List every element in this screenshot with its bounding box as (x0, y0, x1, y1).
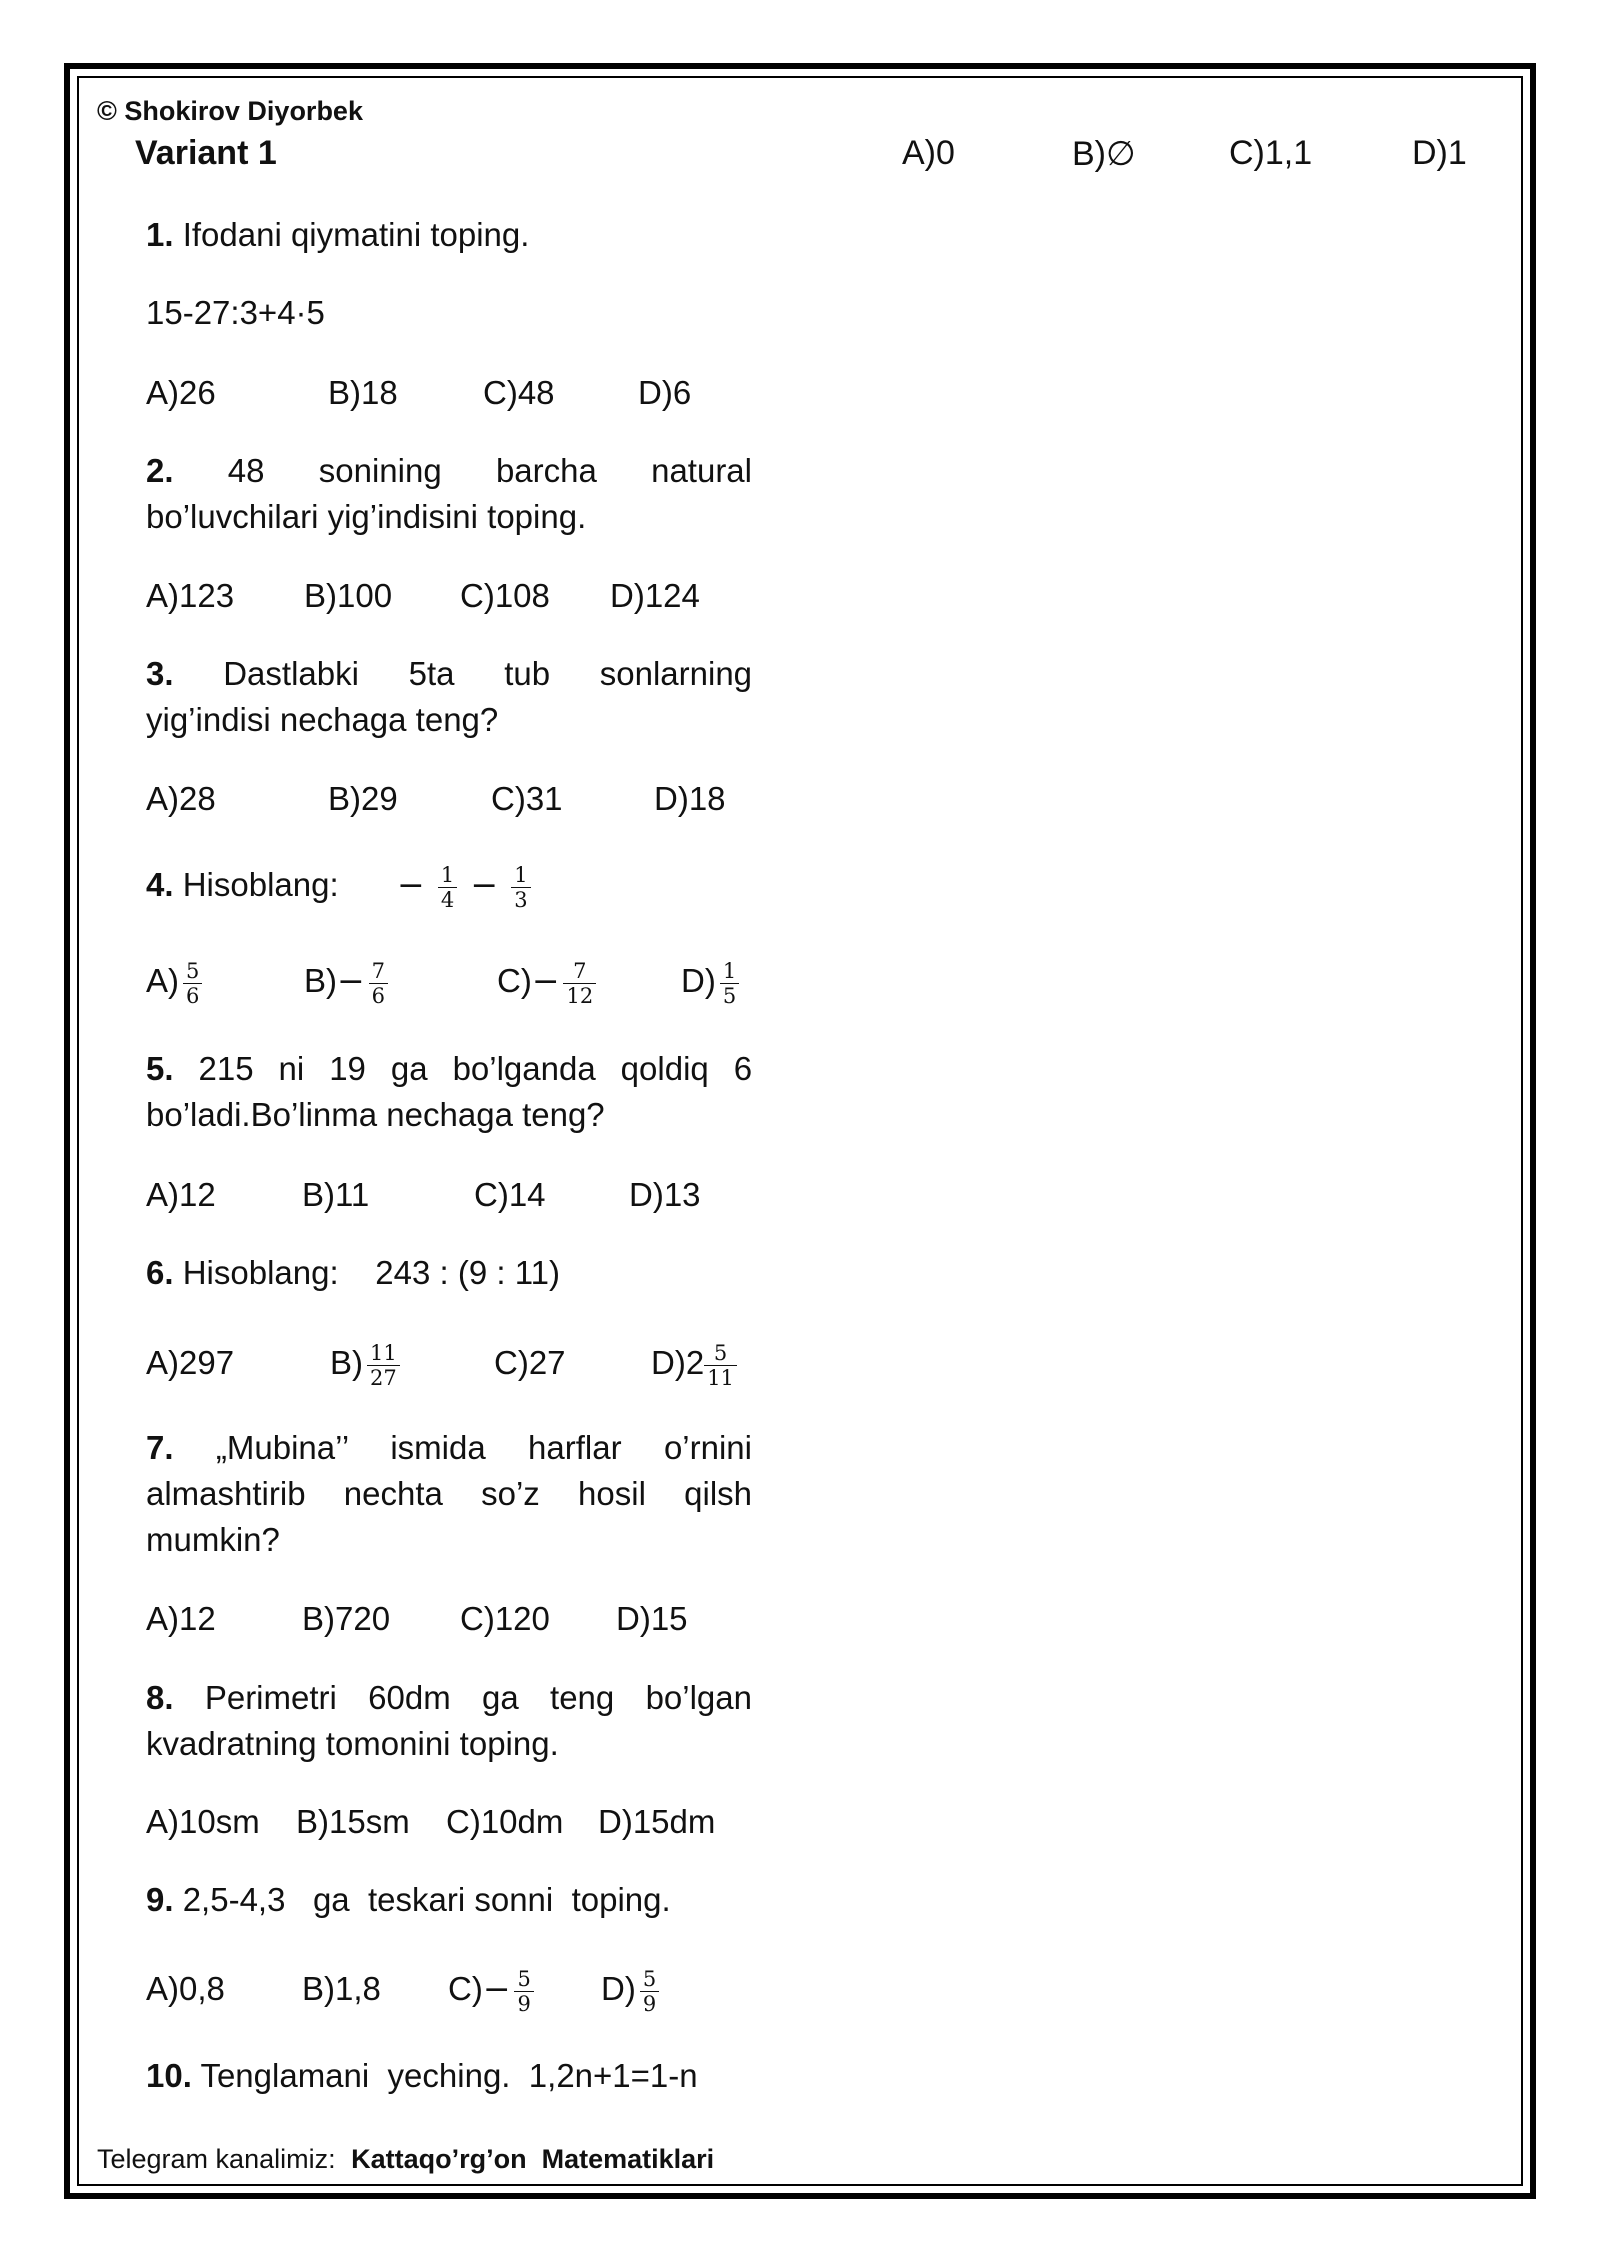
question-2-line-2: bo’luvchilari yig’indisini toping. (146, 498, 587, 535)
fraction: $\frac{1}{3}$ (511, 863, 530, 912)
option-a: A)26 (146, 374, 216, 411)
q10-option-d: D)1 (1412, 134, 1467, 172)
word: bo’lganda (452, 1050, 596, 1087)
option-b: B)1,8 (302, 1970, 381, 2007)
option-b: B)11 (302, 1176, 370, 1213)
word: o’rnini (663, 1429, 752, 1466)
option-c: C)14 (474, 1176, 546, 1213)
question-2-line-1 (146, 448, 752, 494)
option-a: A)12 (146, 1176, 216, 1213)
minus-sign: − (396, 865, 425, 904)
question-number: 1. (146, 216, 174, 253)
question-7-line-2 (146, 1471, 752, 1517)
question-text: 2,5-4,3 ga teskari sonni toping. (182, 1881, 671, 1918)
question-text: Hisoblang: (182, 866, 339, 903)
question-text: Hisoblang: 243 : (9 : 11) (182, 1254, 560, 1291)
option-a: A)123 (146, 577, 235, 614)
question-number: 3. (146, 655, 174, 692)
question-number: 9. (146, 1881, 174, 1918)
word: sonining (318, 452, 442, 489)
word: bo’lgan (645, 1679, 752, 1716)
option-a: A)12 (146, 1600, 216, 1637)
option-a: A) $\frac{5}{6}$ (146, 958, 206, 1008)
option-c: C)10dm (446, 1803, 564, 1840)
word: ga (390, 1050, 428, 1087)
question-8-line-1 (146, 1675, 752, 1721)
option-b: B)29 (328, 780, 398, 817)
question-number: 8. (146, 1679, 174, 1716)
word: ga (482, 1679, 519, 1716)
option-d: D)124 (610, 577, 700, 614)
word: 48 (227, 452, 265, 489)
word: teng (550, 1679, 615, 1716)
option-d: D)18 (654, 780, 726, 817)
option-b: B) $\frac{11}{27}$ (330, 1340, 404, 1390)
minus-sign: − (470, 865, 499, 904)
option-d: D) $\frac{5}{9}$ (601, 1966, 663, 2016)
copyright: © Shokirov Diyorbek (97, 96, 363, 126)
question-7-line-3: mumkin? (146, 1521, 280, 1558)
word: 60dm (368, 1679, 451, 1716)
word: so’z (481, 1475, 540, 1512)
option-b: B)15sm (296, 1803, 410, 1840)
question-number: 2. (146, 452, 174, 489)
variant-title: Variant 1 (135, 134, 277, 172)
q10-option-a: A)0 (902, 134, 955, 172)
option-c: C)48 (483, 374, 555, 411)
question-number: 10. (146, 2057, 192, 2094)
option-a: A)297 (146, 1344, 235, 1381)
question-8-line-2: kvadratning tomonini toping. (146, 1725, 559, 1762)
word: qoldiq (620, 1050, 709, 1087)
question-text: Tenglamani yeching. 1,2n+1=1-n (200, 2057, 698, 2094)
word: Perimetri (204, 1679, 337, 1716)
option-c: C)27 (494, 1344, 566, 1381)
question-number: 6. (146, 1254, 174, 1291)
option-d: D)6 (638, 374, 692, 411)
question-5-line-1 (146, 1046, 752, 1092)
option-d: D)15dm (598, 1803, 716, 1840)
question-number: 7. (146, 1429, 174, 1466)
word: hosil (578, 1475, 646, 1512)
option-c: C)− $\frac{5}{9}$ (448, 1966, 538, 2016)
question-1 (146, 212, 529, 258)
question-5-line-2: bo’ladi.Bo’linma nechaga teng? (146, 1096, 605, 1133)
question-text: Ifodani qiymatini toping. (182, 216, 530, 253)
word: „Mubina’’ (215, 1429, 348, 1466)
footer (97, 2144, 714, 2175)
fraction: $\frac{1}{4}$ (438, 863, 457, 912)
option-d: D)2 $\frac{5}{11}$ (651, 1340, 741, 1390)
option-d: D) $\frac{1}{5}$ (681, 958, 743, 1008)
option-b: B)100 (304, 577, 393, 614)
option-a: A)0,8 (146, 1970, 225, 2007)
word: 5ta (408, 655, 455, 692)
question-3-line-1 (146, 651, 752, 697)
word: almashtirib (146, 1475, 306, 1512)
word: 6 (733, 1050, 753, 1087)
footer-prefix: Telegram kanalimiz: (97, 2144, 336, 2174)
question-10 (146, 2053, 698, 2099)
word: ni (278, 1050, 305, 1087)
word: Dastlabki (223, 655, 359, 692)
word: harflar (528, 1429, 622, 1466)
option-b: B)18 (328, 374, 398, 411)
option-b: B)− $\frac{7}{6}$ (304, 958, 392, 1008)
q10-option-c: C)1,1 (1229, 134, 1313, 172)
word: 19 (329, 1050, 366, 1087)
word: barcha (495, 452, 597, 489)
q10-option-b: B)∅ (1072, 135, 1136, 173)
option-d: D)13 (629, 1176, 701, 1213)
question-number: 5. (146, 1050, 174, 1087)
question-7-line-1 (146, 1425, 752, 1471)
option-b: B)720 (302, 1600, 391, 1637)
word: sonlarning (599, 655, 753, 692)
word: 215 (198, 1050, 254, 1087)
word: ismida (390, 1429, 486, 1466)
question-6 (146, 1250, 560, 1296)
footer-channel: Kattaqo’rg’on Matematiklari (351, 2144, 715, 2174)
word: natural (651, 452, 752, 489)
option-c: C)− $\frac{7}{12}$ (497, 958, 600, 1008)
question-number: 4. (146, 866, 174, 903)
option-a: A)10sm (146, 1803, 260, 1840)
question-9 (146, 1877, 671, 1923)
question-1-expression: 15-27:3+4·5 (146, 294, 325, 331)
word: tub (504, 655, 551, 692)
question-4 (146, 862, 535, 912)
option-c: C)31 (491, 780, 563, 817)
option-d: D)15 (616, 1600, 688, 1637)
option-c: C)120 (460, 1600, 550, 1637)
word: nechta (343, 1475, 443, 1512)
option-c: C)108 (460, 577, 550, 614)
word: qilsh (684, 1475, 753, 1512)
option-a: A)28 (146, 780, 216, 817)
question-3-line-2: yig’indisi nechaga teng? (146, 701, 499, 738)
